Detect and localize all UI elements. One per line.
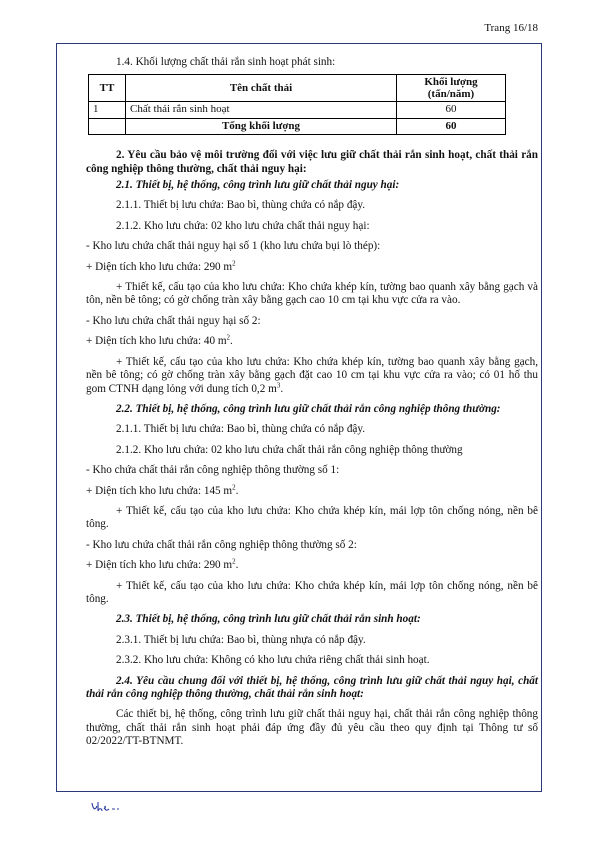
document-body	[86, 56, 538, 749]
table-header-row	[89, 75, 506, 102]
line-2-2-2: 2.1.2. Kho lưu chứa: 02 kho lưu chứa chất thải rắn công nghiệp thông thường	[116, 443, 463, 456]
line-hw-store-1: - Kho lưu chứa chất thải nguy hại số 1 (kho lưu chứa bụi lò thép):	[86, 240, 381, 253]
section-2-3-title: 2.3. Thiết bị, hệ thống, công trình lưu giữ chất thải rắn sinh hoạt:	[116, 613, 421, 626]
section-2-4-title: 2.4. Yêu cầu chung đối với thiết bị, hệ thống, công trình lưu giữ chất thải nguy hại, chất thải rắn công nghiệp thông thường, chất thải rắn sinh hoạt:	[86, 674, 538, 700]
section-2-title: 2. Yêu cầu bảo vệ môi trường đối với việc lưu giữ chất thải rắn sinh hoạt, chất thải rắn công nghiệp thông thường, chất thải nguy hại:	[86, 149, 538, 175]
section-1-4-title: 1.4. Khối lượng chất thải rắn sinh hoạt phát sinh:	[116, 56, 336, 68]
waste-table	[88, 74, 506, 135]
line-cw-store-2: - Kho lưu chứa chất thải rắn công nghiệp thông thường số 2:	[86, 538, 357, 551]
line-cw-design-2: + Thiết kế, cấu tạo của kho lưu chứa: Kho chứa khép kín, mái lợp tôn chống nóng, nền bê tông.	[86, 579, 538, 605]
page-number: Trang 16/18	[484, 22, 538, 34]
section-2-4-body: Các thiết bị, hệ thống, công trình lưu giữ chất thải nguy hại, chất thải rắn công nghiệp thông thường, chất thải rắn sinh hoạt phải đáp ứng đầy đủ yêu cầu theo quy định tại Thông tư số 02/2022/TT-BTNMT.	[86, 708, 538, 748]
section-2-1-title: 2.1. Thiết bị, hệ thống, công trình lưu giữ chất thải nguy hại:	[116, 179, 400, 192]
row-tt: 1	[89, 102, 126, 118]
line-hw-store-2: - Kho lưu chứa chất thải nguy hại số 2:	[86, 314, 261, 327]
line-cw-area-2: + Diện tích kho lưu chứa: 290 $m^2$.	[86, 557, 239, 572]
line-2-2-1: 2.1.1. Thiết bị lưu chứa: Bao bì, thùng chứa có nắp đậy.	[116, 423, 366, 436]
line-2-3-2: 2.3.2. Kho lưu chứa: Không có kho lưu chứa riêng chất thải sinh hoạt.	[116, 654, 430, 667]
line-2-1-2: 2.1.2. Kho lưu chứa: 02 kho lưu chứa chất thải nguy hại:	[116, 219, 370, 232]
row-mass: 60	[397, 102, 506, 118]
header-mass: Khối lượng (tấn/năm)	[397, 75, 506, 102]
line-hw-design-1: + Thiết kế, cấu tạo của kho lưu chứa: Kho chứa khép kín, tường bao quanh xây bằng gạch và tôn, nền bê tông; có gờ chống tràn xây bằng gạch cao 10 cm tại khu vực cửa ra vào.	[86, 281, 538, 307]
line-hw-design-2: + Thiết kế, cấu tạo của kho lưu chứa: Kho chứa khép kín, tường bao quanh xây bằng gạch, nền bê tông; có gờ chống tràn xây bằng gạch đặt cao 10 cm tại khu vực cửa ra vào; có 01 hố thu gom CTNH dạng lỏng với dung tích 0,2 $m^3$.	[86, 355, 538, 395]
line-hw-area-2: + Diện tích kho lưu chứa: 40 $m^2$.	[86, 333, 233, 348]
section-2-2-title: 2.2. Thiết bị, hệ thống, công trình lưu giữ chất thải rắn công nghiệp thông thường:	[116, 402, 501, 415]
total-value: 60	[397, 118, 506, 134]
header-tt: TT	[89, 75, 126, 102]
line-cw-area-1: + Diện tích kho lưu chứa: 145 $m^2$.	[86, 482, 239, 497]
total-label: Tổng khối lượng	[126, 118, 397, 134]
line-hw-area-1: + Diện tích kho lưu chứa: 290 $m^2$	[86, 258, 236, 273]
line-cw-design-1: + Thiết kế, cấu tạo của kho lưu chứa: Kho chứa khép kín, mái lợp tôn chống nóng, nền bê tông.	[86, 504, 538, 531]
signature-initials	[90, 800, 130, 814]
header-name: Tên chất thải	[126, 75, 397, 102]
line-cw-store-1: - Kho chứa chất thải rắn công nghiệp thông thường số 1:	[86, 464, 340, 477]
row-name: Chất thải rắn sinh hoạt	[126, 102, 397, 118]
table-total-row	[89, 118, 506, 134]
line-2-1-1: 2.1.1. Thiết bị lưu chứa: Bao bì, thùng chứa có nắp đậy.	[116, 199, 366, 212]
line-2-3-1: 2.3.1. Thiết bị lưu chứa: Bao bì, thùng nhựa có nắp đậy.	[116, 633, 366, 646]
table-row	[89, 102, 506, 118]
